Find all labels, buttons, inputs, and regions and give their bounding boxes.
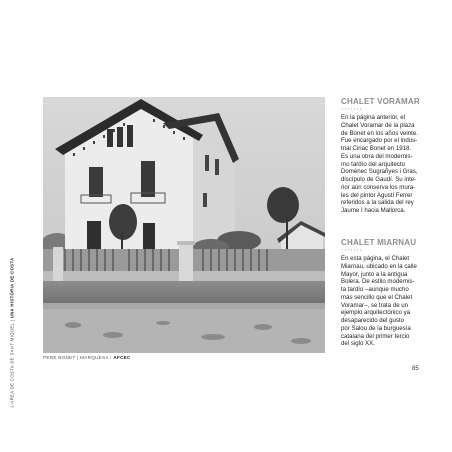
photo-credit: PERE BONET | MARQUESA / AFCEC [43, 355, 131, 360]
dotted-divider [341, 249, 363, 251]
spine-running-header [6, 256, 18, 408]
section-body: En esta página, el Chalet Miarnau, ubicado en la calle Mayor, junto a la antigua Bolera. De estilo modernis- ta tardío –aunque mucho más sencillo que el Chalet Voramar–, se trata de un ejemplo arquitectónico ya desaparecido del gusto por Salou de la burguesía catalana del primer tercio del siglo XX. [341, 255, 417, 348]
historic-photograph [43, 97, 325, 353]
dotted-divider [341, 108, 363, 110]
section-chalet-miarnau [341, 238, 433, 348]
page-number: 85 [412, 366, 419, 372]
section-heading: CHALET VORAMAR [341, 97, 420, 106]
spine-text: L'ÀREA DE COSTA DE SANT MIQUEL | UNA HISTÒRIA DE COSTA [9, 256, 15, 408]
section-body: En la página anterior, el Chalet Voramar de la plaza de Bonet en los años veinte. Fue encargado por el indus- trial Ciriac Bonet en 1918. Es una obra del modernis- mo tardío del arquitecto Domènec Sugrañyes i Gras, discípulo de Gaudí. Su inte- rior aún conserva los mura- les del pintor Agustí Ferrer referidos a la salida del rey Jaume I hacia Mallorca. [341, 114, 418, 214]
section-chalet-voramar [341, 97, 433, 215]
chalet-photo-illustration [43, 97, 325, 353]
section-heading: CHALET MIARNAU [341, 238, 417, 247]
